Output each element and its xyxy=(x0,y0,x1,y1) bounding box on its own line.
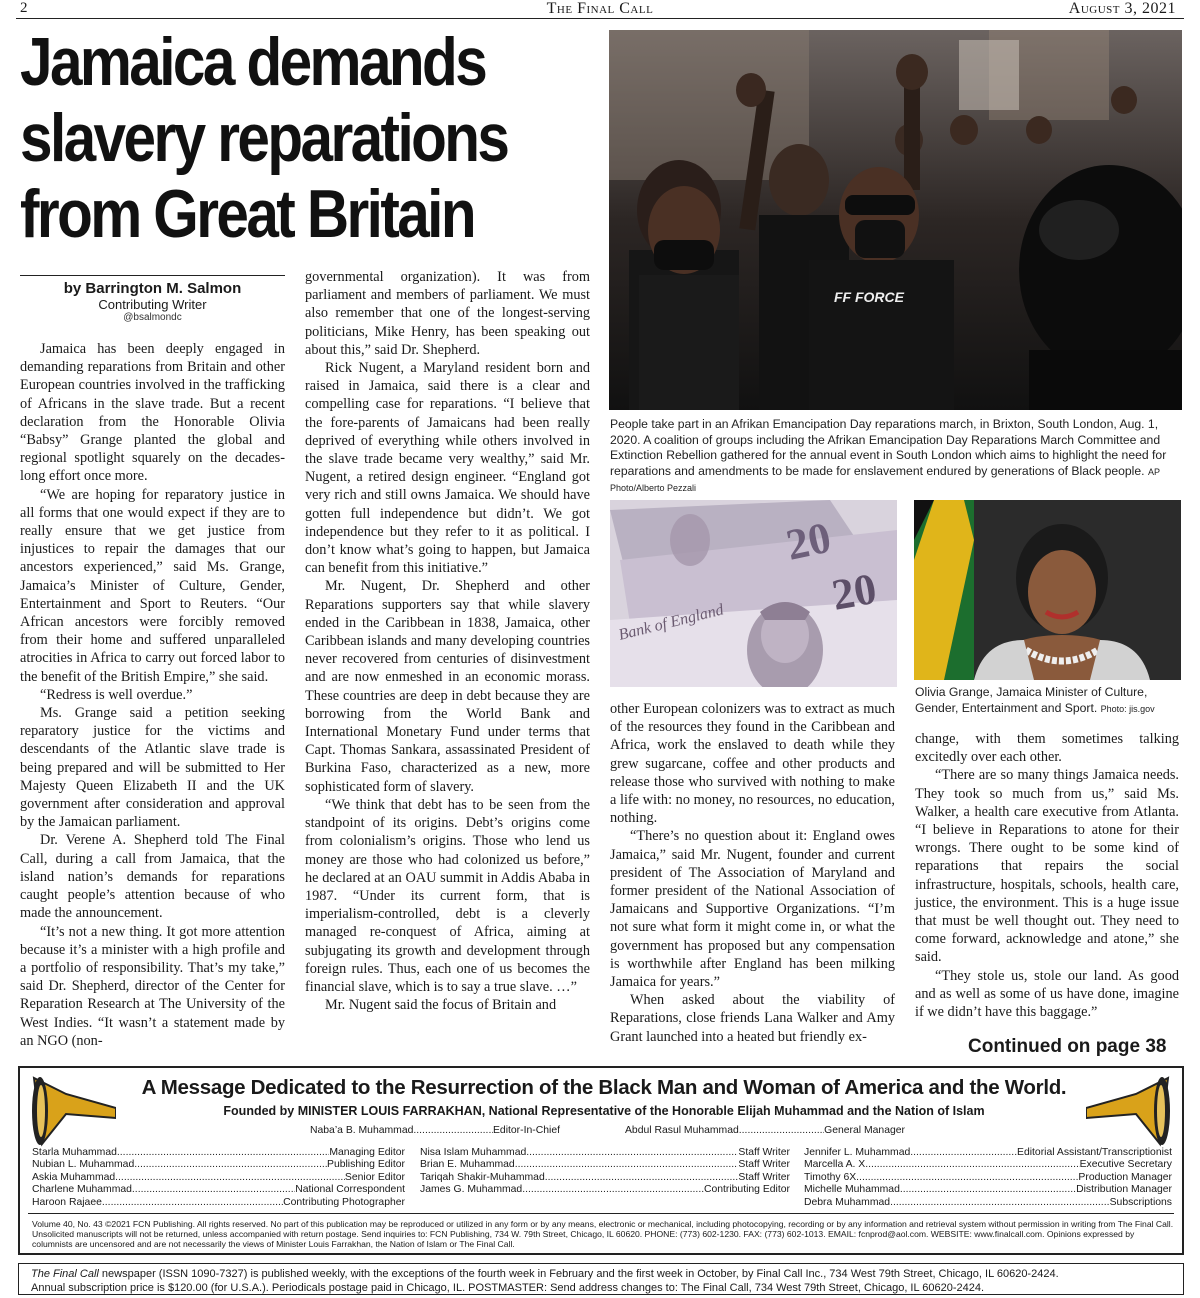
staff-title: National Correspondent xyxy=(295,1184,405,1196)
staff-name: Debra Muhammad xyxy=(804,1196,891,1208)
dot-leader xyxy=(865,1159,1079,1171)
staff-name: Brian E. Muhammad xyxy=(420,1159,515,1171)
staff-title: Executive Secretary xyxy=(1079,1159,1172,1171)
paragraph: “There are so many things Jamaica needs. They took so much from us,” said Ms. Walker, a health care executive from Atlanta. “I believe in Reparations to atone for their wrongs. There ought to be some kind of reparations that repairs the social infrastructure, hospitals, schools, health care, justice, the environment. This is a huge issue that must be well thought out. They need to come forward, acknowledge and atone,” she said. xyxy=(915,767,1179,966)
banknotes-photo xyxy=(610,500,897,687)
staff-row xyxy=(420,1159,790,1171)
dot-leader xyxy=(115,1172,345,1184)
publication-info xyxy=(18,1263,1184,1295)
masthead-title: A Message Dedicated to the Resurrection of the Black Man and Woman of America and the World. xyxy=(141,1076,1067,1099)
dot-leader xyxy=(515,1159,739,1171)
dot-leader xyxy=(739,1125,824,1137)
author-handle: @bsalmondc xyxy=(123,312,182,323)
masthead-legal: Volume 40, No. 43 ©2021 FCN Publishing. All rights reserved. No part of this publication may be reproduced or utilized in any form or by any means, electronic or mechanical, including photocopying, recording or by any information and retrieval system without permission in writing from The Final Call. Unsolicited manuscripts will not be returned, unless accompanied with return postage. Send inquiries to: FCN Publishing, 734 W. 79th Street, Chicago, IL 60620. PHONE: (773) 602-1230. FAX: (773) 602-1013. EMAIL: fcnprod@aol.com. WEBSITE: www.finalcall.com. Opinions expressed by columnists are uncensored and are not necessarily the views of Minister Louis Farrakhan, the Nation of Islam or The Final Call. xyxy=(32,1219,1174,1250)
paragraph: “They stole us, stole our land. As good and as well as some of us have done, imagine if we didn’t have this baggage.” xyxy=(915,967,1179,1021)
main-photo-caption xyxy=(610,417,1182,497)
staff-title: Contributing Editor xyxy=(703,1184,790,1196)
dot-leader xyxy=(522,1184,704,1196)
paragraph: governmental organization). It was from parliament and members of parliament. We must also remember that one of the longest-serving politicians, Mike Henry, has been speaking out about this,” said Dr. Shepherd. xyxy=(305,269,590,358)
staff-row xyxy=(804,1184,1172,1196)
dot-leader xyxy=(526,1147,738,1159)
photo-credit: Photo: jis.gov xyxy=(1100,703,1155,714)
caption-text: Olivia Grange, Jamaica Minister of Culture, Gender, Entertainment and Sport. xyxy=(915,685,1148,715)
headline xyxy=(20,24,510,252)
pub-line-2: Annual subscription price is $120.00 (for U.S.A.). Periodicals postage paid in Chicago, IL. POSTMASTER: Send address changes to: The Final Call, 734 West 79th Street, Chicago, IL 60620-2424. xyxy=(31,1282,985,1294)
note-value: 20 xyxy=(781,512,836,570)
dot-leader xyxy=(545,1172,739,1184)
staff-title: Staff Writer xyxy=(738,1171,790,1183)
paragraph: other European colonizers was to extract as much of the resources they found in the Caribbean and Africa, work the enslaved to death while they grew sugarcane, coffee and other products and release those who survived with nothing to make a life with: no money, no resources, no education, nothing. xyxy=(610,701,895,827)
paragraph: “We think that debt has to be seen from the standpoint of its origins. Debt’s origins come from colonialism’s origins. Those who lend us money are those who had colonized us before,” he declared at an OAU summit in Addis Ababa in 1987. “Under its current form, that is imperialism-controlled, debt is a cleverly managed re-conquest of Africa, aiming at subjugating its growth and development through foreign rules. Thus, each one of us becomes the financial slave, which is to say a true slave. …” xyxy=(305,796,590,995)
caption-text: People take part in an Afrikan Emancipation Day reparations march, in Brixton, South London, Aug. 1, 2020. A coalition of groups including the Afrikan Emancipation Day Reparations March Committee and Extinction Rebellion gathered for the annual event in South London which aims to highlight the need for reparations and amendments to be made for enslavement endured by generations of Black people. xyxy=(610,417,1167,478)
page-number: 2 xyxy=(20,0,28,16)
staff-row xyxy=(420,1172,790,1184)
staff-name: Marcella A. X xyxy=(804,1159,866,1171)
note-value: 20 xyxy=(828,563,881,620)
paragraph: change, with them sometimes talking excitedly over each other. xyxy=(915,731,1179,766)
paragraph: Mr. Nugent, Dr. Shepherd and other Reparations supporters say that while slavery ended in the Caribbean in 1838, Jamaica, other Caribbean islands and many developing countries never recovered from centuries of disinvestment and are now enmeshed in an economic morass. These countries are deep in debt because they are borrowing from the World Bank and International Monetary Fund under terms that Capt. Thomas Sankara, assassinated President of Burkina Faso, characterized as a new, more sophisticated form of slavery. xyxy=(305,578,590,795)
staff-title: General Manager xyxy=(824,1125,905,1136)
staff-name: Naba’a B. Muhammad xyxy=(310,1125,414,1136)
issue-date: August 3, 2021 xyxy=(1068,0,1176,17)
paragraph: “We are hoping for reparatory justice in all forms that one would expect if they are to really ensure that we get justice from injustices to repair the damages that our ancestors experienced,” said Ms. Grange, Jamaica’s Minister of Culture, Gender, Entertainment and Sport to Reuters. “Our African ancestors were forcibly removed from their home and suffered unparalleled atrocities in Africa to carry out forced labor to the benefit of the British Empire,” she said. xyxy=(20,486,285,685)
paper-name: The Final Call xyxy=(546,0,654,17)
dot-leader xyxy=(900,1184,1076,1196)
paragraph: Mr. Nugent said the focus of Britain and xyxy=(325,997,557,1014)
staff-title: Editorial Assistant/Transcriptionist xyxy=(1017,1147,1172,1158)
banknotes-image xyxy=(610,500,897,687)
paragraph: Ms. Grange said a petition seeking reparatory justice for the victims and descendants of the Atlantic slave trade is being prepared and will be submitted to Her Majesty Queen Elizabeth II and the UK government after consideration and approval by the Jamaican parliament. xyxy=(20,705,285,831)
staff-row xyxy=(804,1147,1172,1159)
editor-in-chief-row xyxy=(310,1125,560,1137)
staff-name: Haroon Rajaee xyxy=(32,1196,102,1208)
staff-row xyxy=(420,1147,790,1159)
staff-name: Abdul Rasul Muhammad xyxy=(625,1125,739,1136)
staff-name: Askia Muhammad xyxy=(32,1171,116,1183)
staff-name: Nubian L. Muhammad xyxy=(32,1159,135,1171)
paragraph: Jamaica has been deeply engaged in demanding reparations from Britain and other European countries involved in the trafficking of Africans in the slave trade. But a recent declaration from the Honorable Olivia “Babsy” Grange planted the global and regional spotlight squarely on the decades-long effort once more. xyxy=(20,341,285,485)
staff-name: Timothy 6X xyxy=(804,1171,857,1183)
page-header xyxy=(16,0,1184,19)
staff-row xyxy=(804,1172,1172,1184)
pub-name: The Final Call xyxy=(31,1268,99,1280)
march-photo-image xyxy=(609,30,1182,410)
staff-row xyxy=(804,1197,1172,1209)
dot-leader xyxy=(117,1147,329,1159)
dot-leader xyxy=(102,1197,283,1209)
byline xyxy=(20,275,285,323)
dot-leader xyxy=(890,1197,1110,1209)
staff-list-1 xyxy=(32,1147,405,1209)
staff-name: Nisa Islam Muhammad xyxy=(420,1147,527,1158)
masthead-subtitle: Founded by MINISTER LOUIS FARRAKHAN, National Representative of the Honorable Elijah Muhammad and the Nation of Islam xyxy=(223,1104,985,1118)
photo-credit: AP Photo/Alberto Pezzali xyxy=(610,466,1160,493)
staff-title: Editor-In-Chief xyxy=(493,1125,560,1136)
staff-title: Distribution Manager xyxy=(1076,1184,1172,1196)
staff-row xyxy=(804,1159,1172,1171)
dot-leader xyxy=(132,1184,295,1196)
dot-leader xyxy=(856,1172,1078,1184)
author-role: Contributing Writer xyxy=(98,297,207,312)
staff-row xyxy=(32,1147,405,1159)
vest-text: FF FORCE xyxy=(834,289,904,305)
staff-list-2 xyxy=(420,1147,790,1197)
staff-title: Subscriptions xyxy=(1109,1196,1172,1208)
article-column-4 xyxy=(915,730,1179,1021)
staff-title: Senior Editor xyxy=(344,1171,405,1183)
staff-row xyxy=(32,1184,405,1196)
dot-leader xyxy=(413,1125,493,1137)
pub-line-1: newspaper (ISSN 1090-7327) is published weekly, with the exceptions of the fourth week in February and the first week in October, by Final Call Inc., 734 West 79th Street, Chicago, IL 60620-2424. xyxy=(98,1268,1059,1280)
staff-row xyxy=(420,1184,790,1196)
grange-portrait-image xyxy=(914,500,1181,680)
staff-list-3 xyxy=(804,1147,1172,1209)
grange-photo-caption xyxy=(915,685,1181,717)
staff-name: Jennifer L. Muhammad xyxy=(804,1147,911,1158)
article-column-3 xyxy=(610,700,895,1046)
march-photo xyxy=(609,30,1182,410)
continued-link[interactable]: Continued on page 38 xyxy=(968,1036,1167,1057)
staff-name: Michelle Muhammad xyxy=(804,1184,900,1196)
paragraph: Dr. Verene A. Shepherd told The Final Call, during a call from Jamaica, that the island nation’s demands for reparations caught people’s attention because of who made the announcement. xyxy=(20,832,285,922)
author-name: by Barrington M. Salmon xyxy=(63,280,242,297)
paragraph: When asked about the viability of Reparations, close friends Lana Walker and Amy Grant launched into a heated but friendly ex- xyxy=(610,992,895,1045)
staff-row xyxy=(32,1159,405,1171)
article-column-1 xyxy=(20,340,285,1050)
trumpet-icon xyxy=(32,1074,116,1148)
paragraph: Rick Nugent, a Maryland resident born and raised in Jamaica, said there is a clear and compelling case for reparations. “I believe that the fore-parents of Jamaicans had been really deprived of everything while others involved in the slave trade became very wealthy,” said Mr. Nugent, a retired design engineer. “England got very rich and still owns Jamaica. We should have gotten full independence but didn’t. We got independence but they refer to it as political. I don’t know what’s going to happen, but Jamaica can benefit from this initiative.” xyxy=(305,360,590,577)
headline-line: from Great Britain xyxy=(20,176,474,252)
staff-title: Staff Writer xyxy=(738,1147,790,1158)
trumpet-icon xyxy=(1086,1074,1170,1148)
staff-name: James G. Muhammad xyxy=(420,1184,523,1196)
staff-row xyxy=(32,1172,405,1184)
staff-name: Tariqah Shakir-Muhammad xyxy=(420,1171,545,1183)
article-column-2 xyxy=(305,268,590,1014)
dot-leader xyxy=(910,1147,1017,1159)
staff-name: Starla Muhammad xyxy=(32,1147,117,1158)
staff-row xyxy=(32,1197,405,1209)
note-bank: Bank of England xyxy=(616,601,726,644)
paragraph: “Redress is well overdue.” xyxy=(40,686,193,703)
masthead-divider xyxy=(28,1213,1174,1214)
staff-title: Contributing Photographer xyxy=(283,1196,405,1208)
headline-line: Jamaica demands xyxy=(20,24,486,100)
staff-name: Charlene Muhammad xyxy=(32,1184,132,1196)
staff-title: Publishing Editor xyxy=(327,1159,405,1171)
dot-leader xyxy=(134,1159,327,1171)
headline-line: slavery reparations xyxy=(20,100,508,176)
grange-photo xyxy=(914,500,1181,680)
masthead-box xyxy=(18,1066,1184,1255)
staff-title: Managing Editor xyxy=(329,1147,405,1158)
staff-title: Staff Writer xyxy=(738,1159,790,1171)
staff-title: Production Manager xyxy=(1078,1171,1172,1183)
general-manager-row xyxy=(625,1125,905,1137)
paragraph: “There’s no question about it: England owes Jamaica,” said Mr. Nugent, founder and current president of The Association of Maryland and former president of the National Association of Jamaicans and Supportive Organizations. “I’m not sure what form it might come in, or what the government has proposed but any compensation is worthwhile after England has been milking Jamaica for years.” xyxy=(610,828,895,991)
paragraph: “It’s not a new thing. It got more attention because it’s a minister with a high profile and a portfolio of responsibility. That’s my take,” said Dr. Shepherd, director of the Center for Reparation Research at The University of the West Indies. “It wasn’t a statement made by an NGO (non- xyxy=(20,923,285,1049)
